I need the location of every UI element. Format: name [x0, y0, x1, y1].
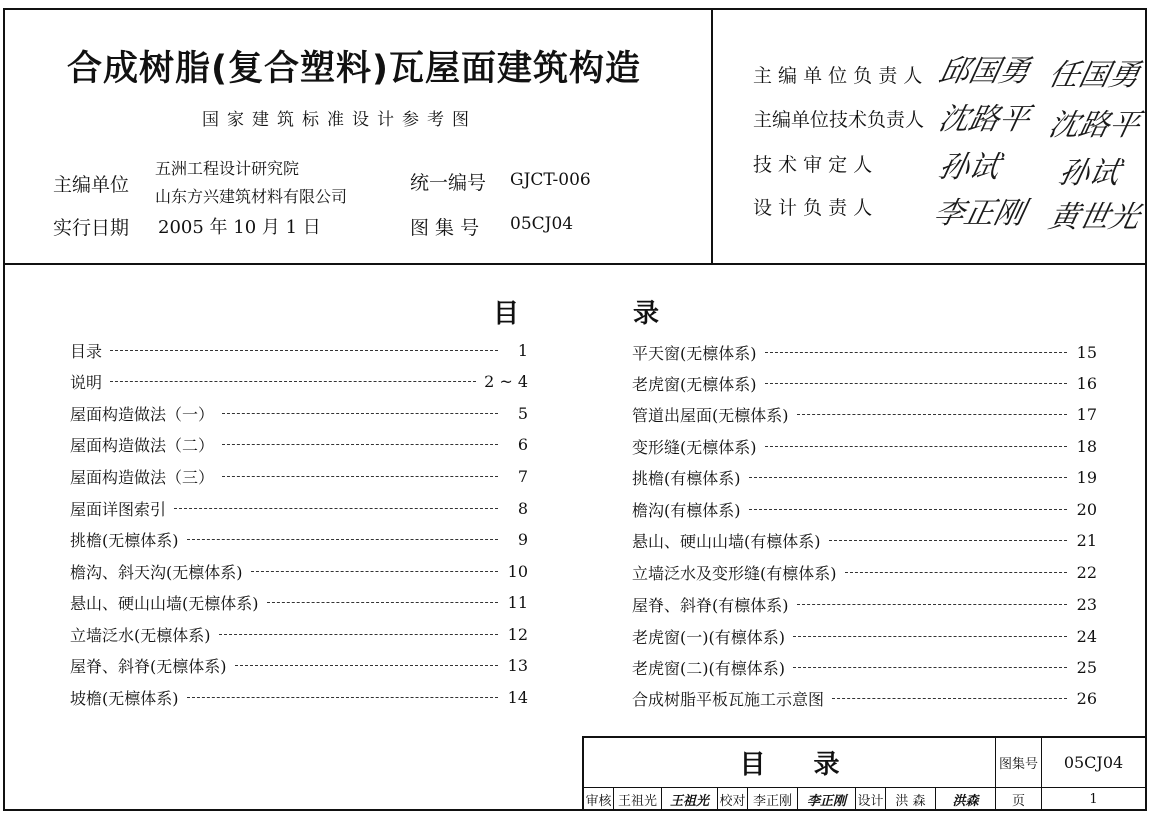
toc-entry[interactable]: 屋面构造做法（二） 6 — [70, 434, 528, 455]
atlas-number-label: 图 集 号 — [410, 217, 480, 239]
signature: 孙试 — [935, 150, 1003, 185]
responsible-role: 主 编 单 位 负 责 人 — [753, 65, 923, 87]
toc-entry[interactable]: 屋面构造做法（三） 7 — [70, 466, 528, 487]
title-block-name: 目 录 — [584, 738, 996, 787]
toc-entry[interactable]: 平天窗(无檩体系) 15 — [632, 342, 1097, 363]
atlas-subtitle: 国家建筑标准设计参考图 — [202, 110, 477, 130]
date-label: 实行日期 — [53, 217, 130, 239]
check-label: 校对 — [718, 788, 748, 811]
title-block-atlas-label: 图集号 — [996, 738, 1042, 787]
toc-entry[interactable]: 目录 1 — [70, 340, 528, 361]
header-vertical-divider — [711, 10, 713, 263]
serial-value: GJCT-006 — [510, 170, 591, 190]
design-signature: 洪森 — [936, 788, 996, 811]
signature: 沈路平 — [1045, 108, 1143, 143]
review-label: 审核 — [584, 788, 614, 811]
toc-entry[interactable]: 挑檐(有檩体系) 19 — [632, 467, 1097, 488]
toc-entry[interactable]: 管道出屋面(无檩体系) 17 — [632, 404, 1097, 425]
atlas-number-value: 05CJ04 — [510, 214, 574, 234]
drawing-frame — [3, 8, 1147, 811]
toc-entry[interactable]: 檐沟、斜天沟(无檩体系) 10 — [70, 561, 528, 582]
toc-entry[interactable]: 悬山、硬山山墙(无檩体系) 11 — [70, 592, 528, 613]
review-signature: 王祖光 — [662, 788, 718, 811]
toc-entry[interactable]: 屋面构造做法（一） 5 — [70, 403, 528, 424]
toc-entry[interactable]: 坡檐(无檩体系) 14 — [70, 687, 528, 708]
check-signature: 李正刚 — [798, 788, 856, 811]
date-value: 2005 年 10 月 1 日 — [158, 217, 321, 238]
design-name: 洪 森 — [886, 788, 936, 811]
header-divider — [5, 263, 1145, 265]
toc-entry[interactable]: 悬山、硬山山墙(有檩体系) 21 — [632, 530, 1097, 551]
toc-entry[interactable]: 屋脊、斜脊(无檩体系) 13 — [70, 655, 528, 676]
signature: 孙试 — [1055, 156, 1123, 191]
editor-unit-2: 山东方兴建筑材料有限公司 — [155, 187, 348, 206]
title-block-signatures-row — [584, 787, 1145, 811]
atlas-title: 合成树脂(复合塑料)瓦屋面建筑构造 — [67, 49, 641, 89]
toc-entry[interactable]: 立墙泛水及变形缝(有檩体系) 22 — [632, 562, 1097, 583]
toc-entry[interactable]: 说明 2 ~ 4 — [70, 371, 528, 392]
editor-unit-label: 主编单位 — [53, 174, 130, 196]
design-label: 设计 — [856, 788, 886, 811]
page-value: 1 — [1089, 792, 1098, 807]
signature: 李正刚 — [930, 196, 1028, 231]
editor-unit-1: 五洲工程设计研究院 — [155, 159, 300, 178]
responsible-role: 设 计 负 责 人 — [753, 197, 873, 219]
toc-entry[interactable]: 老虎窗(无檩体系) 16 — [632, 373, 1097, 394]
toc-entry[interactable]: 挑檐(无檩体系) 9 — [70, 529, 528, 550]
review-name: 王祖光 — [614, 788, 662, 811]
serial-label: 统一编号 — [410, 172, 487, 194]
signature: 沈路平 — [935, 102, 1033, 137]
toc-heading-left: 目 — [493, 299, 520, 329]
title-block-atlas-value: 05CJ04 — [1063, 753, 1124, 772]
toc-heading-right: 录 — [633, 299, 660, 329]
toc-entry[interactable]: 檐沟(有檩体系) 20 — [632, 499, 1097, 520]
toc-entry[interactable]: 屋脊、斜脊(有檩体系) 23 — [632, 594, 1097, 615]
responsible-role: 技 术 审 定 人 — [753, 154, 873, 176]
signature: 黄世光 — [1045, 200, 1143, 235]
page-label: 页 — [996, 788, 1042, 811]
check-name: 李正刚 — [748, 788, 798, 811]
toc-entry[interactable]: 立墙泛水(无檩体系) 12 — [70, 624, 528, 645]
responsible-role: 主编单位技术负责人 — [753, 109, 925, 131]
signature: 邱国勇 — [935, 54, 1033, 89]
toc-entry[interactable]: 合成树脂平板瓦施工示意图 26 — [632, 688, 1097, 709]
signature: 任国勇 — [1045, 58, 1143, 93]
toc-entry[interactable]: 老虎窗(一)(有檩体系) 24 — [632, 626, 1097, 647]
toc-entry[interactable]: 老虎窗(二)(有檩体系) 25 — [632, 657, 1097, 678]
title-block — [582, 736, 1145, 811]
toc-entry[interactable]: 变形缝(无檩体系) 18 — [632, 436, 1097, 457]
toc-entry[interactable]: 屋面详图索引 8 — [70, 498, 528, 519]
